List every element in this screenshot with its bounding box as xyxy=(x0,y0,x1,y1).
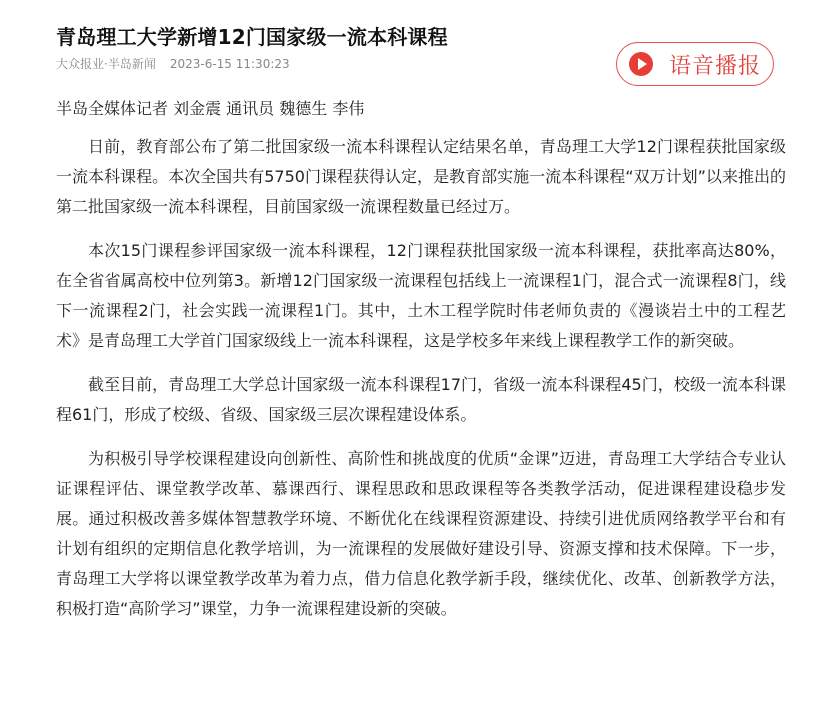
article-source: 大众报业·半岛新闻 xyxy=(56,57,156,71)
tts-button-label: 语音播报 xyxy=(669,53,762,79)
article-byline: 半岛全媒体记者 刘金震 通讯员 魏德生 李伟 xyxy=(56,99,365,118)
article-paragraph: 本次15门课程参评国家级一流本科课程，12门课程获批国家级一流本科课程，获批率高达80%，在全省省属高校中位列第3。新增12门国家级一流课程包括线上一流课程1门，混合式一流课程8门，线下一流课程2门，社会实践一流课程1门。其中，土木工程学院时伟老师负责的《漫谈岩土中的工程艺术》是青岛理工大学首门国家级线上一流本科课程，这是学校多年来线上课程教学工作的新突破。 xyxy=(56,241,786,350)
tts-button[interactable] xyxy=(616,42,774,86)
play-icon xyxy=(629,52,653,76)
article-paragraph: 为积极引导学校课程建设向创新性、高阶性和挑战度的优质“金课”迈进，青岛理工大学结合专业认证课程评估、课堂教学改革、慕课西行、课程思政和思政课程等各类教学活动，促进课程建设稳步发展。通过积极改善多媒体智慧教学环境、不断优化在线课程资源建设、持续引进优质网络教学平台和有计划有组织的定期信息化教学培训，为一流课程的发展做好建设引导、资源支撑和技术保障。下一步，青岛理工大学将以课堂教学改革为着力点，借力信息化教学新手段，继续优化、改革、创新教学方法，积极打造“高阶学习”课堂，力争一流课程建设新的突破。 xyxy=(56,449,786,618)
article xyxy=(56,22,786,624)
article-paragraph: 截至目前，青岛理工大学总计国家级一流本科课程17门，省级一流本科课程45门，校级一流本科课程61门，形成了校级、省级、国家级三层次课程建设体系。 xyxy=(56,375,786,424)
article-title: 青岛理工大学新增12门国家级一流本科课程 xyxy=(56,25,448,49)
article-paragraph: 日前，教育部公布了第二批国家级一流本科课程认定结果名单，青岛理工大学12门课程获批国家级一流本科课程。本次全国共有5750门课程获得认定，是教育部实施一流本科课程“双万计划”以来推出的第二批国家级一流本科课程，目前国家级一流课程数量已经过万。 xyxy=(56,137,786,216)
article-datetime: 2023-6-15 11:30:23 xyxy=(169,57,290,71)
